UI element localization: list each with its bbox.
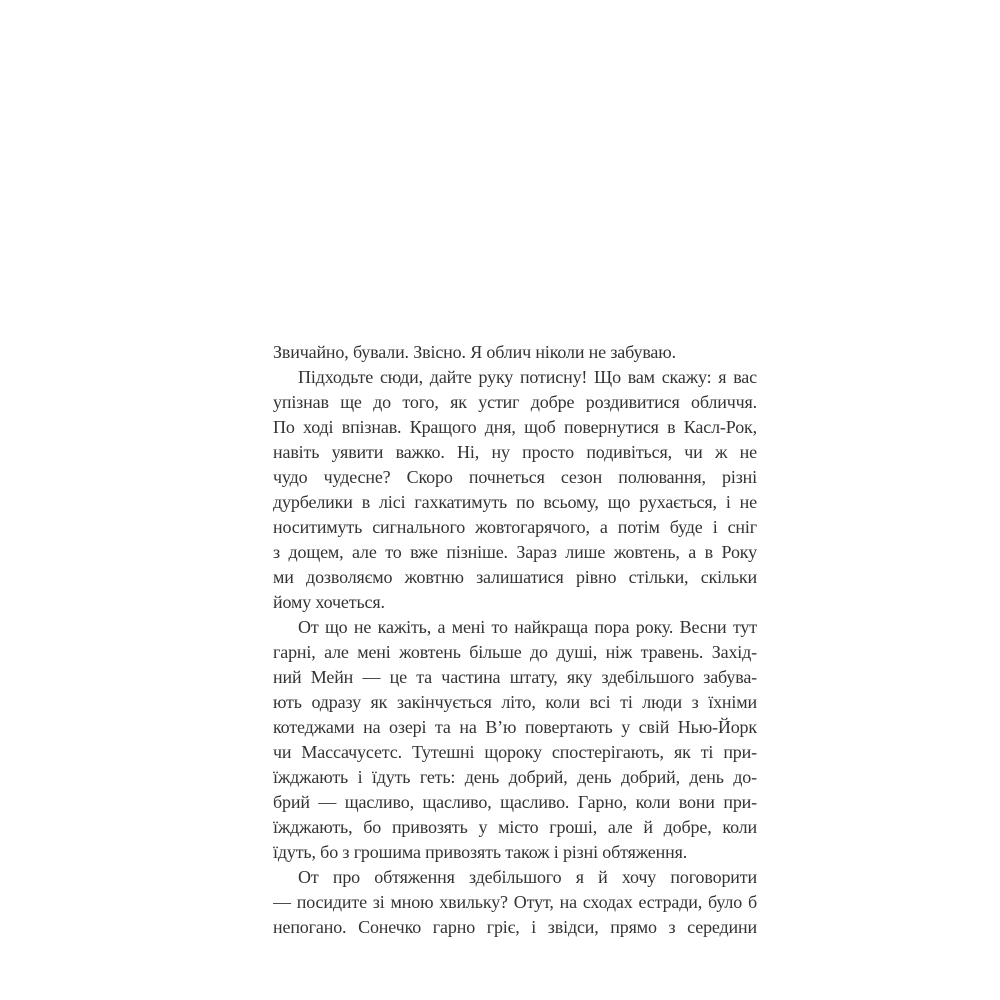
text-line: брий — щасливо, щасливо, щасливо. Гарно, коли вони при- [273,792,757,812]
text-line: Звичайно, бували. Звісно. Я облич ніколи не забуваю. [273,342,676,362]
text-line: ний Мейн — це та частина штату, яку здебільшого забува- [273,667,757,687]
paragraph [273,365,757,615]
text-line: їдуть, бо з грошима привозять також і різні обтяження. [273,842,688,862]
text-line: носитимуть сигнального жовтогарячого, а потім буде і сніг [273,517,757,537]
text-line: ють одразу як закінчується літо, коли всі ті люди з їхніми [273,692,757,712]
text-line: гарні, але мені жовтень більше до душі, ніж травень. Захід- [273,642,757,662]
text-line: їжджають і їдуть геть: день добрий, день добрий, день до- [273,767,757,787]
paragraph [273,865,757,940]
text-line: котеджами на озері та на В’ю повертають у свій Нью-Йорк [273,717,757,737]
text-line: — посидите зі мною хвильку? Отут, на сходах естради, було б [273,892,757,912]
text-line: От про обтяження здебільшого я й хочу поговорити [298,867,757,887]
text-line: з дощем, але то вже пізніше. Зараз лише жовтень, а в Року [273,542,757,562]
paragraph [273,615,757,865]
text-line: По ході впізнав. Кращого дня, щоб повернутися в Касл-Рок, [273,417,757,437]
text-line: їжджають, бо привозять у місто гроші, але й добре, коли [273,817,757,837]
text-line: Підходьте сюди, дайте руку потисну! Що вам скажу: я вас [298,367,757,387]
text-line: йому хочеться. [273,592,385,612]
text-line: упізнав ще до того, як устиг добре роздивитися обличчя. [273,392,757,412]
text-line: непогано. Сонечко гарно гріє, і звідси, прямо з середини [273,917,757,937]
body-text [273,340,757,940]
text-line: навіть уявити важко. Ні, ну просто подивіться, чи ж не [273,442,757,462]
text-line: чудо чудесне? Скоро почнеться сезон полювання, різні [273,467,757,487]
text-line: чи Массачусетс. Тутешні щороку спостерігають, як ті при- [273,742,757,762]
text-line: От що не кажіть, а мені то найкраща пора року. Весни тут [298,617,757,637]
text-line: дурбелики в лісі гахкатимуть по всьому, що рухається, і не [273,492,757,512]
text-line: ми дозволяємо жовтню залишатися рівно стільки, скільки [273,567,757,587]
paragraph [273,340,757,365]
